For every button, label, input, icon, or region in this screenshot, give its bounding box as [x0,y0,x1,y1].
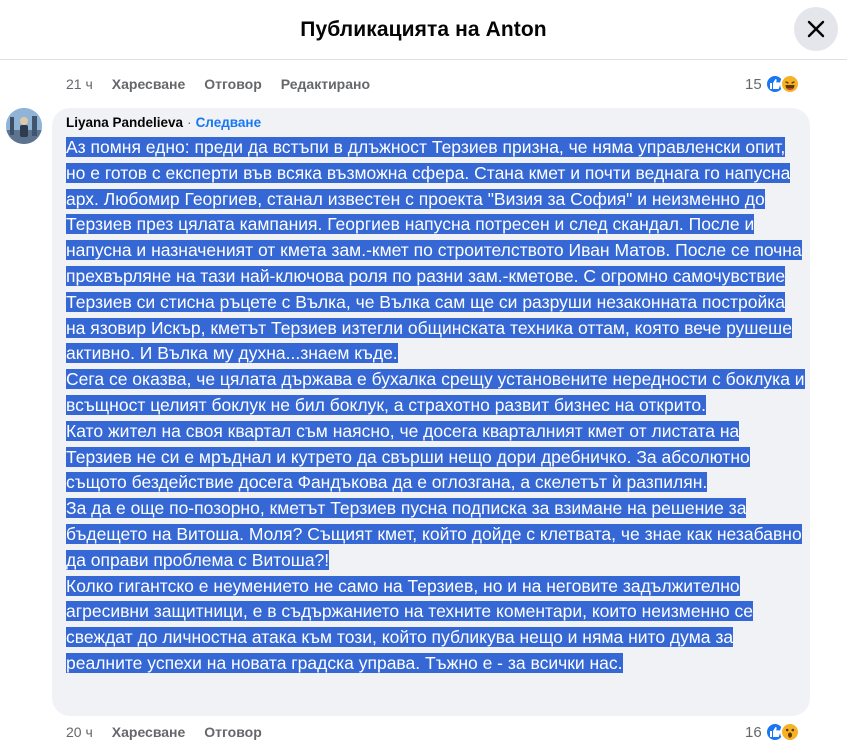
reaction-count: 16 [745,723,762,741]
author-avatar[interactable] [6,108,42,144]
prev-reply-button[interactable]: Отговор [204,76,262,92]
prev-like-button[interactable]: Харесване [111,76,186,92]
comment-paragraph: За да е още по-позорно, кметът Терзиев пусна подписка за взимане на решение за бъдещето на Витоша. Моля? Същият кмет, който дойде с клетвата, че знае как незабавно да оправи проблема с Витоша?! [66,498,802,570]
comment-paragraph: Колко гигантско е неумението не само на Терзиев, но и на неговите задължително агресивни защитници, е в съдържанието на техните коментари, които неизменно се свеждат до личностна атака към този, който публикува нещо и няма нито дума за реалните успехи на новата градска управа. Тъжно е - за всички нас. [66,575,753,673]
close-button[interactable] [794,7,838,51]
like-button[interactable]: Харесване [111,724,186,740]
prev-reactions[interactable] [745,74,800,94]
follow-link[interactable]: Следване [195,115,262,130]
comment-text [66,135,806,677]
comment-actions [66,724,281,740]
comment-paragraph: Аз помня едно: преди да встъпи в длъжност Терзиев призна, че няма управленски опит, но е готов с експерти във всяка възможна сфера. Стана кмет и почти веднага го напусна арх. Любомир Георгиев, станал известен с проекта "Визия за София" и неизменно до Терзиев през цялата кампания. Георгиев напусна потресен и след скандал. После и напусна и назначеният от кмета зам.-кмет по строителството Иван Матов. После се почна прехвърляне на тази най-ключова роля по разни зам.-кметове. С огромно самочувствие Терзиев си стисна ръцете с Вълка, че Вълка сам ще си разруши незаконната постройка на язовир Искър, кметът Терзиев изтегли общинската техника оттам, която вече рушеше активно. И Вълка му духна...знаем къде. [66,137,802,364]
prev-comment-actions [66,76,389,92]
separator-dot: · [187,115,192,130]
dialog-title: Публикацията на Anton [300,17,547,41]
close-icon [806,19,826,39]
comment-paragraph: Като жител на своя квартал съм наясно, че досега кварталният кмет от листата на Терзиев не си е мръднал и кутрето да свърши нещо дори дребничко. За абсолютно същото бездействие досега Фандъкова да е оглозгана, а скелетът ѝ разпилян. [66,420,750,493]
comment-paragraph: Сега се оказва, че цялата държава е бухалка срещу установените нередности с боклука и всъщност целият боклук не бил боклук, а страхотно развит бизнес на открито. [66,369,805,415]
wow-icon [780,722,800,742]
reply-button[interactable]: Отговор [204,724,262,740]
prev-edited-label: Редактирано [280,76,371,92]
post-dialog-header [0,0,847,60]
prev-comment-time[interactable]: 21 ч [66,76,93,92]
prev-reaction-count: 15 [745,75,762,93]
comment-time[interactable]: 20 ч [66,724,93,740]
author-name[interactable]: Liyana Pandelieva [66,115,184,130]
haha-icon [780,74,800,94]
comment-reactions[interactable] [745,722,800,742]
comment-author-line [66,115,261,130]
